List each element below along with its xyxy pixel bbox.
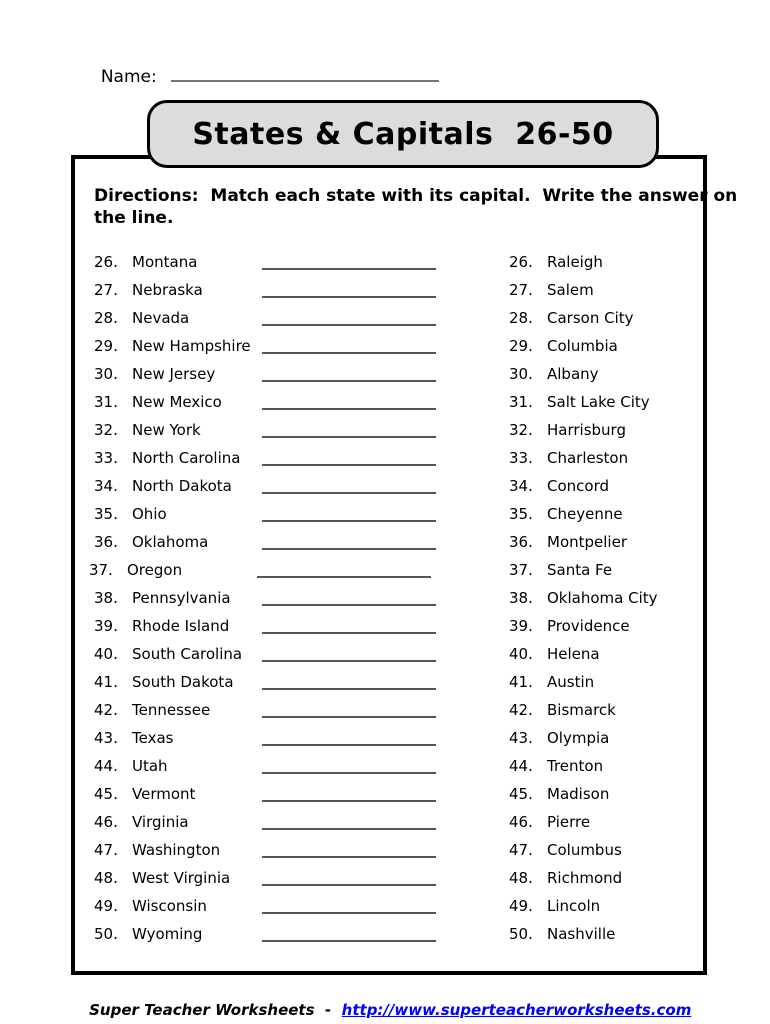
answer-line [262,729,436,746]
capital-name: Santa Fe [547,561,613,579]
answer-line [262,813,436,830]
answer-line [262,281,436,298]
capital-name: Columbia [547,337,618,355]
item-number: 26. [94,253,118,271]
capital-row [509,281,699,309]
item-number: 47. [94,841,118,859]
item-number: 37. [89,561,113,579]
item-number: 31. [94,393,118,411]
state-row [94,281,454,309]
capital-name: Bismarck [547,701,616,719]
state-row [94,365,454,393]
item-number: 44. [94,757,118,775]
answer-line [262,757,436,774]
state-name: Oklahoma [132,533,209,551]
answer-line [262,309,436,326]
name-row [90,44,439,87]
capital-name: Salem [547,281,594,299]
state-name: Texas [132,729,174,747]
state-name: South Dakota [132,673,234,691]
capital-name: Helena [547,645,600,663]
item-number: 31. [509,393,533,411]
capital-row [509,897,699,925]
capital-row [509,365,699,393]
name-label: Name: [100,67,157,87]
capital-row [509,589,699,617]
capital-name: Providence [547,617,630,635]
state-name: Nevada [132,309,190,327]
item-number: 33. [509,449,533,467]
footer-link[interactable]: http://www.superteacherworksheets.com [341,1001,692,1019]
state-name: Wyoming [132,925,203,943]
item-number: 38. [94,589,118,607]
item-number: 49. [509,897,533,915]
item-number: 30. [509,365,533,383]
state-row [94,589,454,617]
capital-name: Austin [547,673,595,691]
name-blank-line [171,64,439,82]
directions-line-2: the line. [94,208,174,229]
state-row [94,785,454,813]
state-row [94,701,454,729]
item-number: 34. [94,477,118,495]
item-number: 39. [94,617,118,635]
item-number: 43. [509,729,533,747]
capital-name: Pierre [547,813,591,831]
item-number: 27. [509,281,533,299]
item-number: 35. [94,505,118,523]
item-number: 38. [509,589,533,607]
item-number: 40. [509,645,533,663]
item-number: 35. [509,505,533,523]
page-title: States & Capitals 26-50 [192,116,614,152]
state-row [94,673,454,701]
capital-name: Carson City [547,309,634,327]
capital-row [509,925,699,953]
state-row [89,561,454,589]
answer-line [262,841,436,858]
state-name: Virginia [132,813,189,831]
capital-row [509,337,699,365]
item-number: 50. [509,925,533,943]
capital-name: Salt Lake City [547,393,650,411]
capital-row [509,841,699,869]
answer-line [262,589,436,606]
capital-row [509,869,699,897]
state-name: Washington [132,841,221,859]
capital-row [509,729,699,757]
item-number: 26. [509,253,533,271]
footer-brand: Super Teacher Worksheets [89,1001,315,1019]
directions-text [94,185,738,230]
state-row [94,869,454,897]
answer-line [262,785,436,802]
state-row [94,841,454,869]
state-name: Utah [132,757,168,775]
answer-line [262,701,436,718]
item-number: 46. [509,813,533,831]
item-number: 45. [509,785,533,803]
state-name: New Hampshire [132,337,251,355]
item-number: 40. [94,645,118,663]
item-number: 46. [94,813,118,831]
state-row [94,421,454,449]
state-row [94,897,454,925]
capital-row [509,309,699,337]
state-name: Rhode Island [132,617,230,635]
item-number: 50. [94,925,118,943]
answer-line [262,925,436,942]
answer-line [262,897,436,914]
item-number: 45. [94,785,118,803]
capital-row [509,785,699,813]
capital-row [509,421,699,449]
capital-name: Madison [547,785,610,803]
capital-row [509,449,699,477]
state-row [94,477,454,505]
item-number: 47. [509,841,533,859]
answer-line [262,365,436,382]
item-number: 32. [509,421,533,439]
state-row [94,253,454,281]
state-row [94,337,454,365]
state-row [94,617,454,645]
capital-name: Harrisburg [547,421,626,439]
capital-name: Oklahoma City [547,589,658,607]
item-number: 32. [94,421,118,439]
item-number: 34. [509,477,533,495]
item-number: 29. [509,337,533,355]
capital-name: Cheyenne [547,505,623,523]
answer-line [262,869,436,886]
answer-line [262,337,436,354]
item-number: 39. [509,617,533,635]
state-name: Nebraska [132,281,203,299]
answer-line [262,645,436,662]
item-number: 33. [94,449,118,467]
capital-row [509,701,699,729]
capital-name: Concord [547,477,610,495]
worksheet-title-banner [147,100,659,168]
state-name: Montana [132,253,198,271]
state-name: North Carolina [132,449,241,467]
answer-line [262,533,436,550]
capital-row [509,477,699,505]
item-number: 49. [94,897,118,915]
capitals-column [509,253,699,953]
capital-name: Lincoln [547,897,601,915]
item-number: 44. [509,757,533,775]
answer-line [262,421,436,438]
capital-name: Olympia [547,729,610,747]
capital-name: Columbus [547,841,622,859]
state-name: North Dakota [132,477,232,495]
item-number: 28. [94,309,118,327]
state-name: New York [132,421,201,439]
state-row [94,757,454,785]
state-row [94,645,454,673]
state-name: Pennsylvania [132,589,231,607]
capital-row [509,393,699,421]
footer-separator: - [324,1001,332,1019]
item-number: 27. [94,281,118,299]
item-number: 41. [509,673,533,691]
item-number: 43. [94,729,118,747]
state-row [94,925,454,953]
capital-row [509,533,699,561]
state-row [94,729,454,757]
answer-line [262,505,436,522]
state-name: Oregon [127,561,183,579]
answer-line [262,673,436,690]
item-number: 42. [94,701,118,719]
capital-row [509,813,699,841]
capital-row [509,253,699,281]
capital-row [509,505,699,533]
item-number: 48. [509,869,533,887]
state-name: Wisconsin [132,897,207,915]
state-row [94,533,454,561]
states-column [89,253,454,953]
answer-line [262,393,436,410]
state-row [94,309,454,337]
worksheet-content-box [71,155,738,975]
item-number: 36. [94,533,118,551]
capital-name: Richmond [547,869,623,887]
directions-line-1: Directions: Match each state with its capital. Write the answer on [94,186,738,206]
state-name: Vermont [132,785,196,803]
answer-line [262,617,436,634]
state-row [94,505,454,533]
item-number: 48. [94,869,118,887]
capital-row [509,561,699,589]
state-name: South Carolina [132,645,243,663]
capital-name: Trenton [547,757,604,775]
item-number: 42. [509,701,533,719]
capital-name: Albany [547,365,599,383]
state-row [94,449,454,477]
item-number: 37. [509,561,533,579]
item-number: 30. [94,365,118,383]
item-number: 29. [94,337,118,355]
item-number: 41. [94,673,118,691]
state-name: New Jersey [132,365,216,383]
answer-line [262,449,436,466]
answer-line [262,477,436,494]
capital-name: Nashville [547,925,616,943]
state-name: Ohio [132,505,167,523]
capital-name: Raleigh [547,253,603,271]
state-row [94,393,454,421]
state-name: Tennessee [132,701,211,719]
answer-line [257,561,431,578]
item-number: 28. [509,309,533,327]
item-number: 36. [509,533,533,551]
answer-line [262,253,436,270]
capital-row [509,645,699,673]
capital-name: Montpelier [547,533,627,551]
capital-row [509,617,699,645]
state-name: West Virginia [132,869,231,887]
footer [0,983,770,1019]
capital-name: Charleston [547,449,629,467]
state-name: New Mexico [132,393,222,411]
state-row [94,813,454,841]
capital-row [509,757,699,785]
capital-row [509,673,699,701]
